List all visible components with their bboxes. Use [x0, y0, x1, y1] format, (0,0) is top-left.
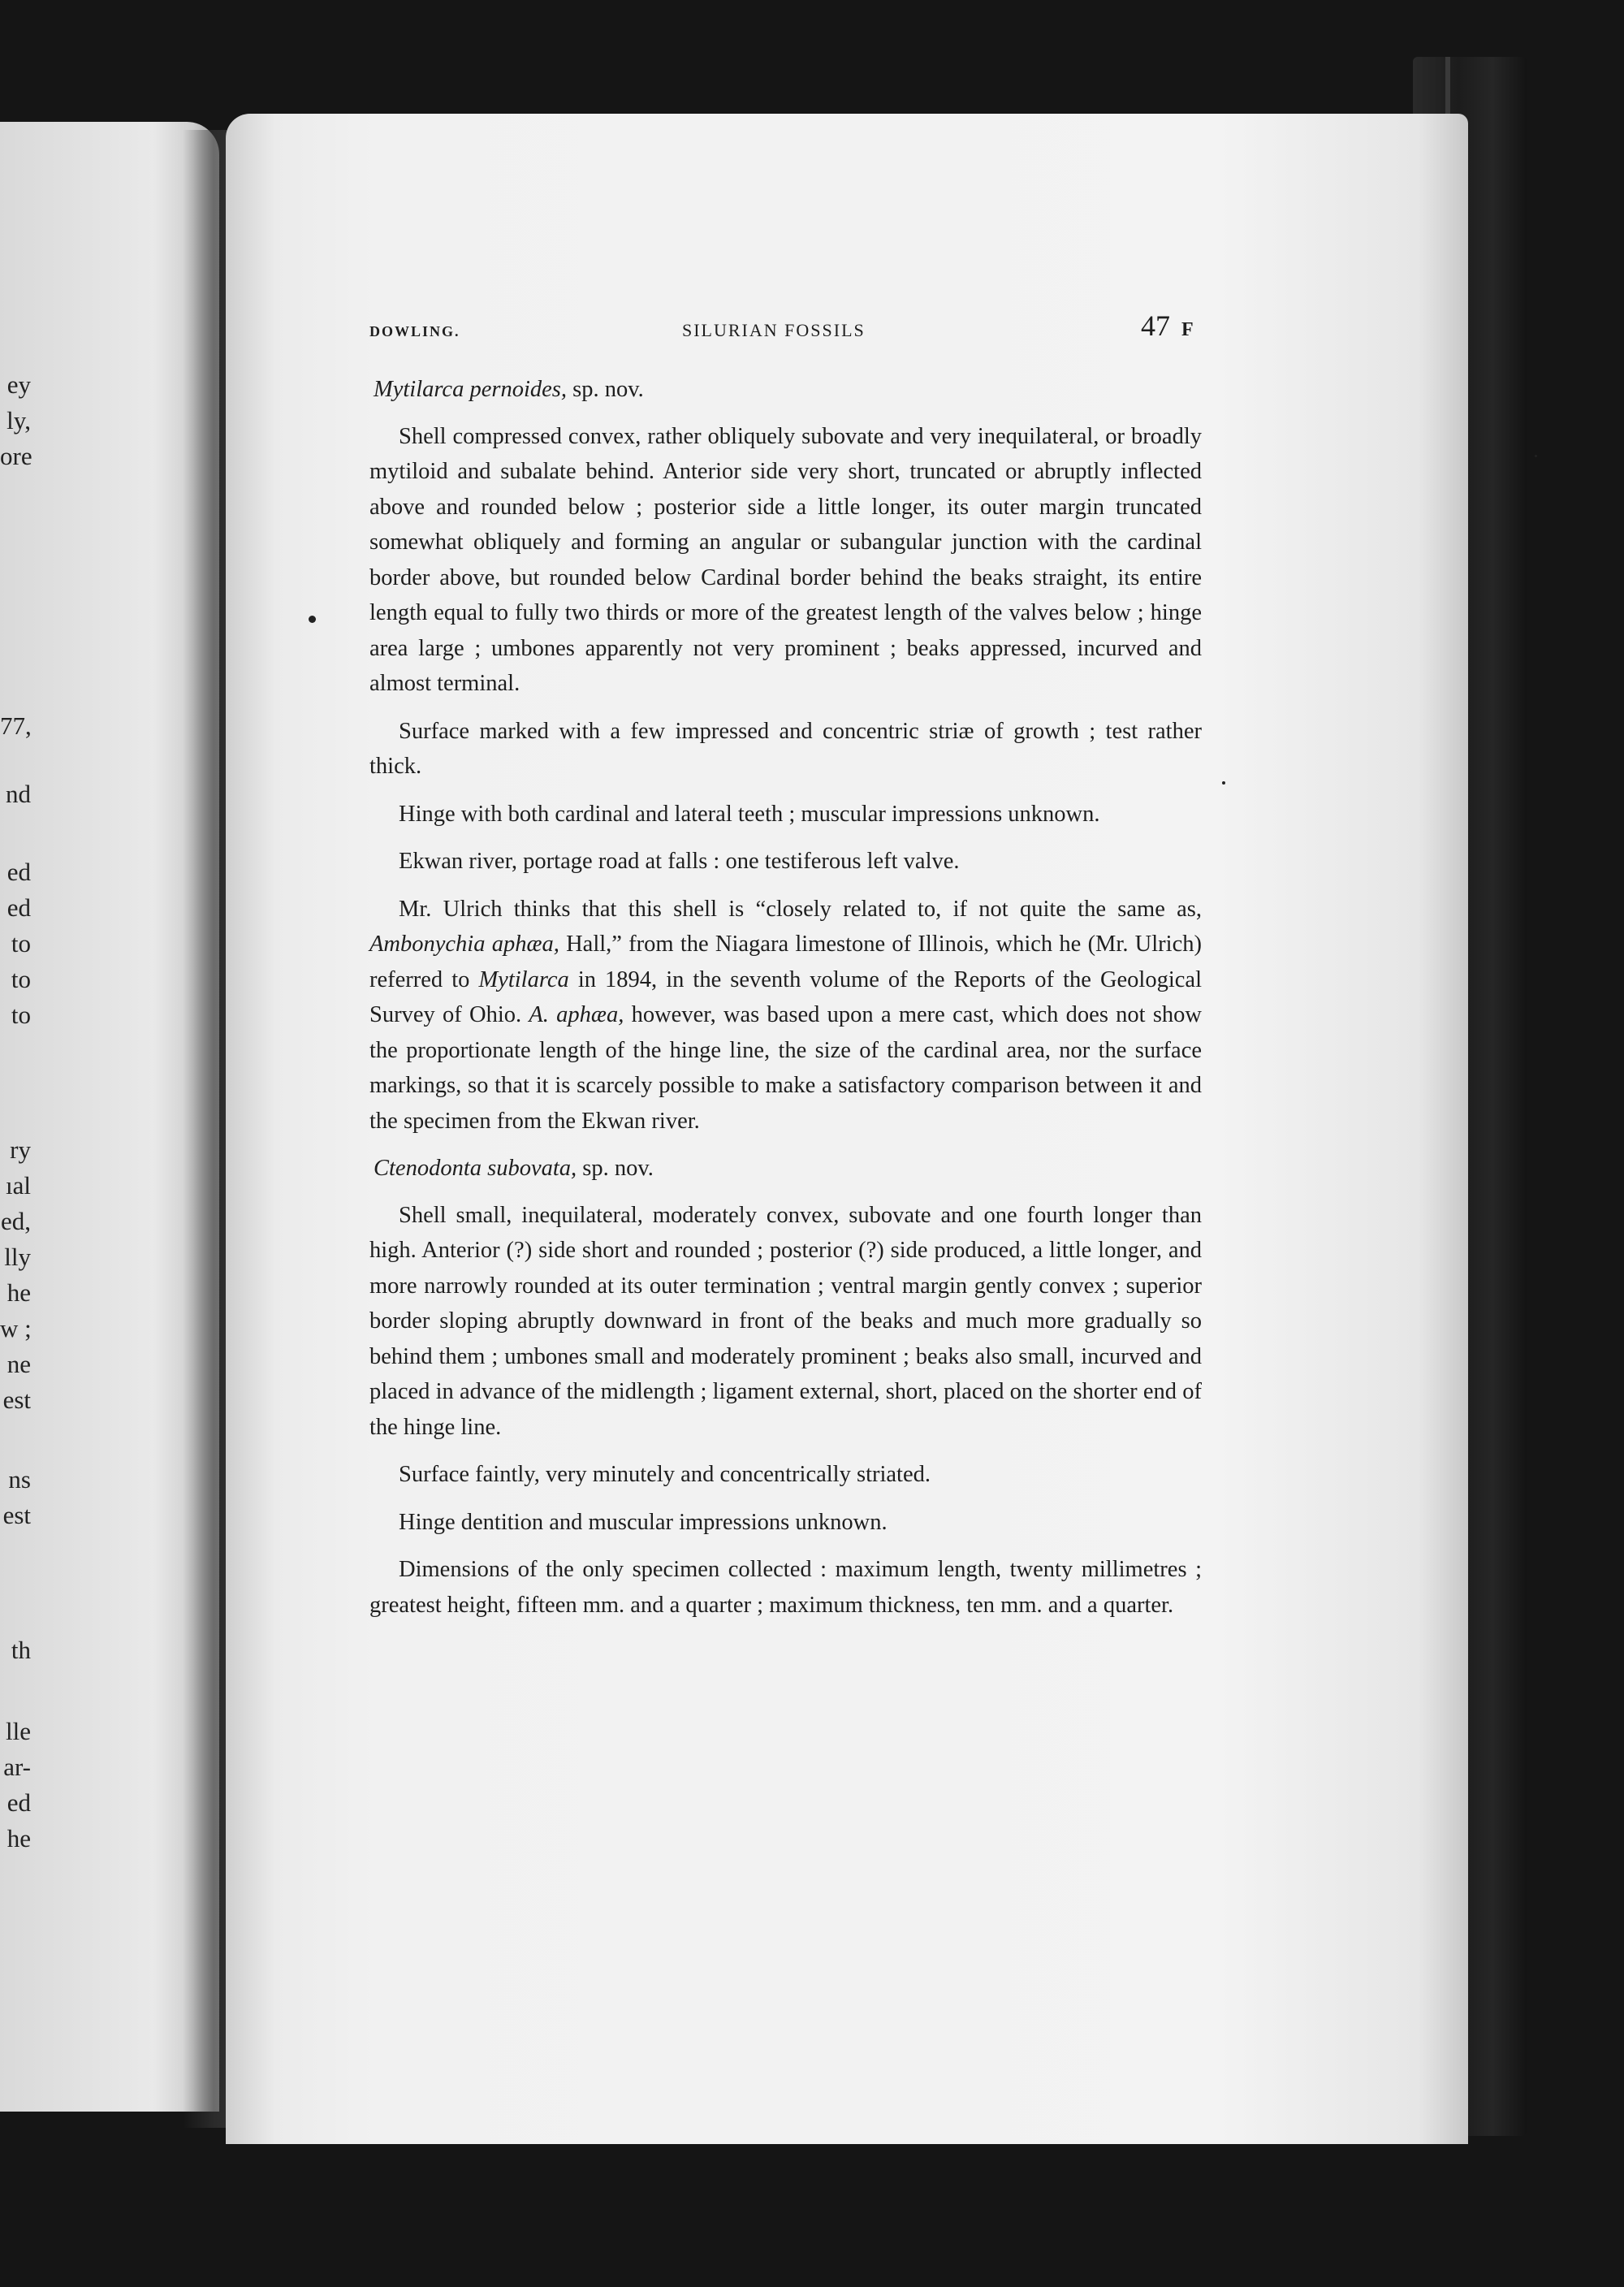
species-suffix: sp. nov.	[566, 377, 644, 402]
paragraph: Shell small, inequilateral, moderately convex, subovate and one fourth longer than high. Anterior (?) side short and rounded ; posterior (?) side produced, a little longer, and more narrowly rounded at its outer termination ; ventral margin gently convex ; superior border sloping abruptly downward in front of the beaks and much more gradually so behind them ; umbones small and moderately prominent ; beaks also small, incurved and placed in advance of the midlength ; ligament external, short, placed on the shorter end of the hinge line.	[369, 1202, 1202, 1440]
scan-speck	[1535, 455, 1537, 457]
ulrich-text: Hall,” from the Niagara limestone of Illinois, which he (Mr. Ulrich) referred to	[369, 932, 1202, 992]
paragraph: Ekwan river, portage road at falls : one testiferous left valve.	[399, 849, 960, 874]
species-heading	[374, 1151, 1202, 1187]
left-page-fragment: he	[6, 1278, 31, 1307]
left-page-fragment: ey	[6, 370, 31, 399]
left-page-fragment: ly,	[6, 406, 31, 434]
left-page-fragment: he	[6, 1824, 31, 1853]
paragraph: Hinge dentition and muscular impressions unknown.	[399, 1509, 888, 1535]
ulrich-text: in 1894, in the seventh volume of the Reports of the Geological Survey of Ohio.	[369, 966, 1202, 1027]
scan-speck	[1222, 781, 1225, 785]
left-page-fragment: est	[2, 1386, 31, 1414]
left-page-fragment: ed	[6, 893, 31, 922]
ulrich-italic: Ambonychia aphæa,	[369, 932, 559, 957]
left-page-fragment: ore	[0, 442, 32, 470]
left-page-fragment: ry	[10, 1135, 31, 1164]
paragraph: Surface marked with a few impressed and concentric striæ of growth ; test rather thick.	[369, 718, 1202, 779]
species-heading	[374, 372, 1202, 408]
running-header	[369, 309, 1198, 348]
species-suffix: sp. nov.	[577, 1156, 654, 1181]
left-page-fragment: lle	[6, 1717, 31, 1745]
ulrich-italic: A. aphæa,	[529, 1002, 624, 1027]
page-number-suffix: F	[1181, 319, 1194, 340]
ulrich-text: however, was based upon a mere cast, which does not show the proportionate length of the hinge line, the size of the cardinal area, nor the surface markings, so that it is scarcely possible to make a satisfactory comparison between it and the specimen from the Ekwan river.	[369, 1002, 1203, 1134]
scan-speck	[309, 616, 316, 623]
left-page-fragment: nd	[6, 780, 31, 808]
paragraph: Surface faintly, very minutely and concentrically striated.	[399, 1462, 931, 1487]
left-page-fragment: w ;	[0, 1314, 32, 1342]
page-number-value: 47	[1141, 309, 1170, 342]
running-author: DOWLING.	[369, 323, 460, 339]
left-page-fragment: ed	[6, 1788, 31, 1817]
left-page-fragment: to	[11, 1001, 31, 1029]
species-name: Mytilarca pernoides,	[374, 377, 567, 402]
left-page-fragment: ar-	[3, 1753, 31, 1781]
left-page-fragment: lly	[4, 1243, 31, 1271]
page-number	[1141, 309, 1194, 343]
paragraph: Hinge with both cardinal and lateral teeth ; muscular impressions unknown.	[399, 801, 1100, 827]
ulrich-note-paragraph	[369, 892, 1202, 1139]
left-page-fragment: ed,	[0, 1207, 31, 1235]
left-page-fragment: ıal	[6, 1171, 31, 1200]
left-page-fragment: to	[11, 965, 31, 993]
species-name: Ctenodonta subovata,	[374, 1156, 577, 1181]
body-text	[369, 372, 1202, 1635]
left-page-fragment: to	[11, 929, 31, 958]
left-page-fragment: th	[11, 1636, 31, 1664]
left-page-fragment: 77,	[0, 711, 32, 740]
ulrich-italic: Mytilarca	[478, 966, 569, 992]
paragraph: Dimensions of the only specimen collected : maximum length, twenty millimetres ; greatest height, fifteen mm. and a quarter ; maximum thickness, ten mm. and a quarter.	[369, 1557, 1202, 1618]
paragraph: Shell compressed convex, rather obliquely subovate and very inequilateral, or broadly mytiloid and subalate behind. Anterior side very short, truncated or abruptly inflected above and rounded below ; posterior side a little longer, its outer margin truncated somewhat obliquely and forming an angular or subangular junction with the cardinal border above, but rounded below Cardinal border behind the beaks straight, its entire length equal to fully two thirds or more of the greatest length of the valves below ; hinge area large ; umbones apparently not very prominent ; beaks appressed, incurved and almost terminal.	[369, 423, 1202, 696]
left-page-fragment: ns	[8, 1465, 31, 1494]
left-page-fragment: ed	[6, 858, 31, 886]
ulrich-text: Mr. Ulrich thinks that this shell is “closely related to, if not quite the same as,	[399, 896, 1202, 922]
left-page-fragment: ne	[6, 1350, 31, 1378]
running-title: SILURIAN FOSSILS	[682, 320, 866, 340]
left-page-fragment: est	[2, 1501, 31, 1529]
